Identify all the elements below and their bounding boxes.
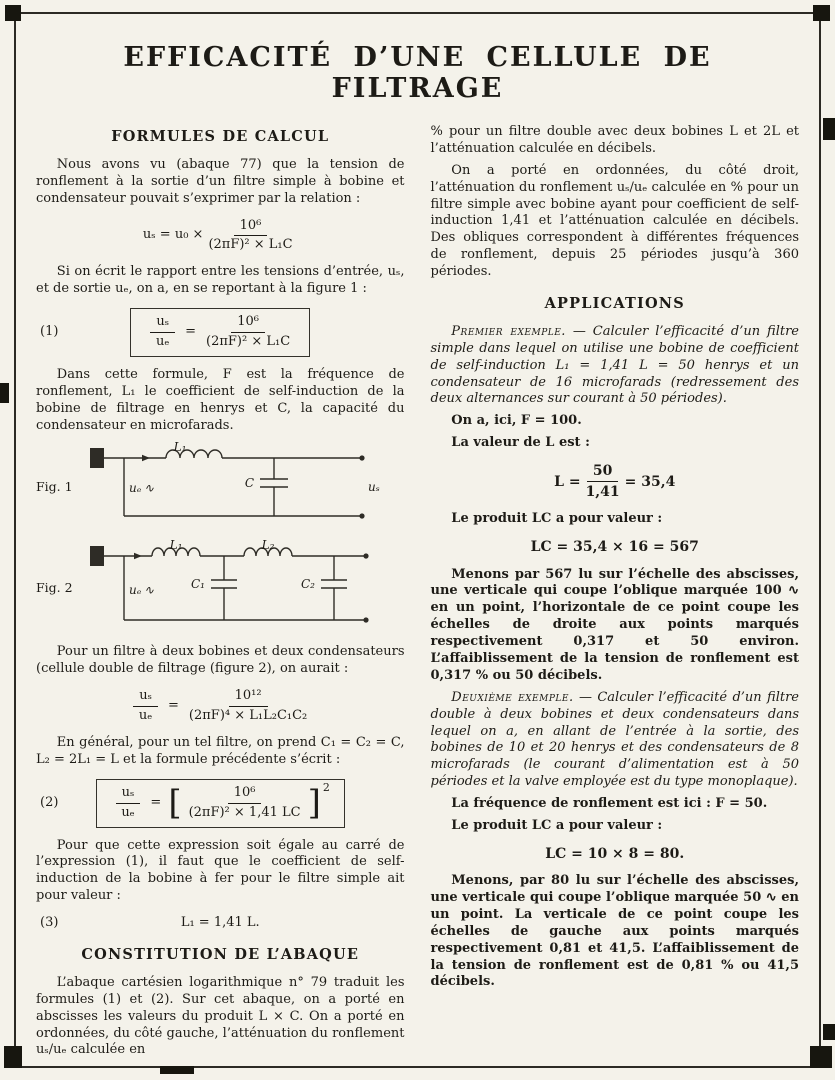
fig1-coil-label: L₁ — [173, 442, 187, 455]
right-bracket: ] — [307, 782, 321, 823]
section-heading-abaque: CONSTITUTION DE L’ABAQUE — [81, 946, 360, 963]
paragraph-produit-lc-2: Le produit LC a pour valeur : — [451, 818, 663, 834]
fig2-coil1-label: L₁ — [169, 540, 183, 553]
equals-sign: = — [168, 698, 179, 714]
paragraph-menons-567: Menons par 567 lu sur l’échelle des abscisses, une verticale qui coupe l’oblique marquée 100 ∿ en un point, l’horizontale de ce point coupe les échelles de droite aux points marqués respectivement 0,317 et 50 environ. L’affaiblissement de la tension de ronflement est 0,317 % ou 50 décibels. — [430, 566, 799, 683]
fraction — [116, 785, 141, 822]
equals-sign: = — [150, 794, 162, 810]
figure-2 — [36, 540, 405, 636]
paragraph-intro: Nous avons vu (abaque 77) que la tension de ronflement à la sortie d’un filtre simple à bobine et condensateur pouvait s’exprimer par la relation : — [36, 156, 405, 206]
fig1-input-label: uₑ — [129, 481, 142, 496]
fraction-numerator: uₛ — [150, 314, 175, 333]
left-column — [36, 124, 405, 1064]
example-lead: Deuxième exemple. — [451, 689, 574, 705]
fraction-denominator: (2πF)² × L₁C — [206, 333, 291, 349]
paragraph-deuxieme-exemple — [431, 690, 800, 791]
equals-sign: = — [185, 324, 197, 340]
fraction-numerator: 10⁶ — [228, 785, 262, 804]
fraction-numerator: 10¹² — [229, 688, 268, 707]
fraction — [189, 688, 307, 725]
circuit-diagram-simple-filter — [84, 442, 389, 532]
formula-lhs: uₛ = u₀ × — [142, 227, 204, 243]
fraction-denominator: 1,41 — [585, 484, 620, 501]
fraction-denominator: uₑ — [121, 804, 135, 820]
fraction — [133, 688, 158, 725]
fig1-wave-icon: ∿ — [144, 481, 155, 496]
fraction-numerator: uₛ — [116, 785, 141, 804]
fig1-output-label: uₛ — [368, 480, 380, 495]
scan-artifact — [810, 1046, 832, 1068]
paragraph-f100: On a, ici, F = 100. — [451, 413, 582, 429]
fraction-denominator: (2πF)⁴ × L₁L₂C₁C₂ — [188, 708, 308, 724]
fig2-input-label: uₑ — [129, 583, 142, 598]
example-text: — Calculer l’efficacité d’un filtre simple dans lequel on utilise une bobine de coefficient de self-induction L₁ = 1,41 L = 50 henrys et un condensateur de 16 microfarads (redressement des deux alternances sur courant à 50 périodes). — [430, 323, 800, 407]
fraction-numerator: uₛ — [133, 688, 158, 707]
paragraph-abaque: L’abaque cartésien logarithmique n° 79 traduit les formules (1) et (2). Sur cet abaque, on a porté en abscisses les valeurs du produit L × C. On a porté en ordonnées, du côté gauche, l’atténuation du ronflement uₛ/uₑ calculée en — [36, 974, 405, 1058]
equation-3 — [36, 915, 405, 932]
scan-artifact — [823, 1024, 835, 1040]
equation-number: (1) — [40, 324, 59, 340]
scan-artifact — [813, 5, 830, 21]
section-heading-formules: FORMULES DE CALCUL — [111, 128, 330, 145]
equation-number: (2) — [40, 794, 59, 810]
exponent: 2 — [322, 780, 330, 794]
circuit-diagram-double-filter — [84, 540, 389, 636]
fig1-capacitor-label: C — [244, 476, 254, 491]
scan-artifact — [0, 383, 9, 403]
fraction-numerator: 50 — [587, 462, 618, 482]
page-title: EFFICACITÉ D’UNE CELLULE DE FILTRAGE — [123, 42, 712, 104]
fraction-numerator: 10⁶ — [234, 218, 268, 237]
boxed-formula-2 — [96, 779, 345, 828]
fig2-coil2-label: L₂ — [261, 540, 275, 553]
paragraph-menons-80: Menons, par 80 lu sur l’échelle des abscisses, une verticale qui coupe l’oblique marquée 50 ∿ en un point. La verticale de ce point coupe les échelles de gauche aux points marqués respectivement 0,81 et 41,5. L’affaiblissement de la tension de ronflement est de 0,81 % ou 41,5 décibels. — [430, 873, 799, 990]
fraction — [586, 462, 620, 501]
paragraph-double-filtre: Pour un filtre à deux bobines et deux condensateurs (cellule double de filtrage (figure 2), on aurait : — [36, 644, 405, 677]
fraction — [150, 314, 175, 351]
fig2-capacitor2-label: C₂ — [301, 577, 315, 592]
figure-2-label: Fig. 2 — [36, 580, 73, 596]
formula-ronflement — [36, 218, 405, 255]
formula-lc-2: LC = 10 × 8 = 80. — [545, 845, 685, 862]
paragraph-valeur-l: La valeur de L est : — [451, 435, 590, 451]
fraction — [189, 785, 301, 822]
example-text: — Calculer l’efficacité d’un filtre double à deux bobines et deux condensateurs dans lequel on a, en allant de l’entrée à la sortie, des bobines de 10 et 20 henrys et des condensateurs de 8 microfarads (le courant d’alimentation est à 50 périodes et la valve employée est du type monoplaque). — [430, 689, 799, 790]
fraction — [206, 314, 290, 351]
equation-number: (3) — [40, 915, 59, 931]
page-content — [36, 26, 799, 1058]
fraction-denominator: uₑ — [138, 708, 153, 724]
paragraph-rapport: Si on écrit le rapport entre les tensions d’entrée, uₛ, et de sortie uₑ, on a, en se reportant à la figure 1 : — [36, 264, 405, 297]
paragraph-continuation: % pour un filtre double avec deux bobines L et 2L et l’atténuation calculée en décibels. — [430, 124, 799, 156]
formula-valeur-l — [431, 462, 800, 501]
paragraph-ordonnees-droite: On a porté en ordonnées, du côté droit, l’atténuation du ronflement uₛ/uₑ calculée en % pour un filtre simple avec bobine ayant pour coefficient de self-induction 1,41 et l’atténuation calculée en décibels. Des obliques correspondent à différentes fréquences de ronflement, depuis 25 périodes jusqu’à 360 périodes. — [430, 162, 799, 280]
paragraph-definitions: Dans cette formule, F est la fréquence de ronflement, L₁ le coefficient de self-induction de la bobine de filtrage en henrys et C, la capacité du condensateur en microfarads. — [36, 366, 405, 433]
fraction-numerator: 10⁶ — [231, 314, 265, 333]
equation-3-body: L₁ = 1,41 L. — [180, 915, 260, 931]
paragraph-carre: Pour que cette expression soit égale au carré de l’expression (1), il faut que le coefficient de self-induction de la bobine à fer pour le filtre simple ait pour valeur : — [36, 837, 405, 904]
fig2-capacitor1-label: C₁ — [191, 577, 205, 592]
figure-1-label: Fig. 1 — [36, 479, 73, 495]
boxed-formula-1 — [130, 308, 310, 357]
fraction-denominator: (2πF)² × 1,41 LC — [188, 804, 301, 820]
fig2-wave-icon: ∿ — [144, 583, 155, 598]
scan-artifact — [160, 1066, 194, 1074]
fraction — [208, 218, 292, 255]
right-column — [431, 124, 800, 1064]
paragraph-produit-lc-1: Le produit LC a pour valeur : — [451, 511, 663, 527]
paragraph-f50: La fréquence de ronflement est ici : F = 50. — [451, 796, 768, 812]
equation-2 — [36, 779, 405, 828]
fraction-denominator: (2πF)² × L₁C — [208, 237, 293, 253]
formula-lc-1: LC = 35,4 × 16 = 567 — [530, 539, 699, 556]
fraction-denominator: uₑ — [156, 333, 170, 349]
paragraph-premier-exemple — [431, 324, 800, 408]
formula-rhs: = 35,4 — [624, 473, 676, 490]
formula-lhs: L = — [554, 473, 581, 490]
figure-1 — [36, 442, 405, 532]
example-lead: Premier exemple. — [451, 323, 566, 339]
left-bracket: [ — [168, 782, 182, 823]
scan-artifact — [5, 5, 21, 21]
formula-double — [36, 688, 405, 725]
section-heading-applications: APPLICATIONS — [544, 295, 685, 313]
scan-artifact — [4, 1046, 22, 1068]
paragraph-general: En général, pour un tel filtre, on prend C₁ = C₂ = C, L₂ = 2L₁ = L et la formule précédente s’écrit : — [36, 734, 405, 767]
scan-artifact — [823, 118, 835, 140]
equation-1 — [36, 308, 405, 357]
